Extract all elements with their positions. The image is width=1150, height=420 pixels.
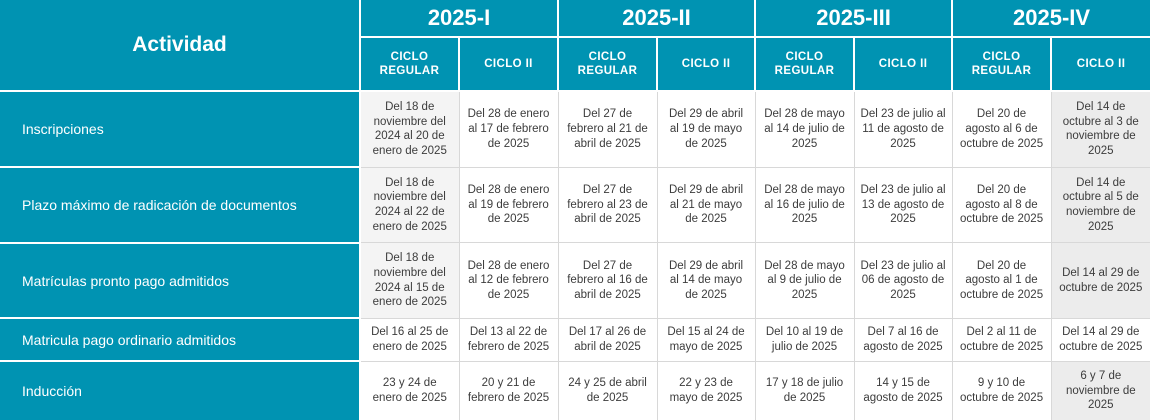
period-header-2025-i: 2025-I [360,0,558,37]
cell-r1-c7: Del 14 de octubre al 5 de noviembre de 2025 [1051,167,1150,243]
cell-r4-c5: 14 y 15 de agosto de 2025 [854,361,952,420]
cell-r3-c1: Del 13 al 22 de febrero de 2025 [459,318,558,361]
cell-r2-c5: Del 23 de julio al 06 de agosto de 2025 [854,243,952,319]
cell-r4-c2: 24 y 25 de abril de 2025 [558,361,657,420]
cell-r3-c7: Del 14 al 29 de octubre de 2025 [1051,318,1150,361]
cell-r1-c0: Del 18 de noviembre del 2024 al 22 de enero de 2025 [360,167,459,243]
cell-r4-c6: 9 y 10 de octubre de 2025 [952,361,1051,420]
cell-r1-c6: Del 20 de agosto al 8 de octubre de 2025 [952,167,1051,243]
cell-r2-c6: Del 20 de agosto al 1 de octubre de 2025 [952,243,1051,319]
cell-r0-c5: Del 23 de julio al 11 de agosto de 2025 [854,91,952,167]
row-label-induccion: Inducción [0,361,360,420]
cell-r0-c7: Del 14 de octubre al 3 de noviembre de 2025 [1051,91,1150,167]
period-header-2025-ii: 2025-II [558,0,755,37]
cycle-header-4: CICLO II [657,37,755,91]
cell-r2-c3: Del 29 de abril al 14 de mayo de 2025 [657,243,755,319]
cell-r1-c1: Del 28 de enero al 19 de febrero de 2025 [459,167,558,243]
cycle-header-3: CICLO REGULAR [558,37,657,91]
cell-r3-c6: Del 2 al 11 de octubre de 2025 [952,318,1051,361]
cell-r1-c3: Del 29 de abril al 21 de mayo de 2025 [657,167,755,243]
cycle-header-2: CICLO II [459,37,558,91]
cell-r3-c5: Del 7 al 16 de agosto de 2025 [854,318,952,361]
cell-r1-c4: Del 28 de mayo al 16 de julio de 2025 [755,167,854,243]
cell-r2-c7: Del 14 al 29 de octubre de 2025 [1051,243,1150,319]
cell-r4-c1: 20 y 21 de febrero de 2025 [459,361,558,420]
activity-column-header: Actividad [0,0,360,91]
cycle-header-6: CICLO II [854,37,952,91]
cell-r0-c4: Del 28 de mayo al 14 de julio de 2025 [755,91,854,167]
cell-r4-c3: 22 y 23 de mayo de 2025 [657,361,755,420]
cell-r3-c3: Del 15 al 24 de mayo de 2025 [657,318,755,361]
row-label-matricula-pago-ordinario: Matricula pago ordinario admitidos [0,318,360,361]
table-row [0,243,1150,319]
row-label-inscripciones: Inscripciones [0,91,360,167]
cycle-header-7: CICLO REGULAR [952,37,1051,91]
cycle-header-8: CICLO II [1051,37,1150,91]
cell-r0-c1: Del 28 de enero al 17 de febrero de 2025 [459,91,558,167]
table-row [0,361,1150,420]
period-header-2025-iii: 2025-III [755,0,952,37]
table-row [0,318,1150,361]
cell-r2-c4: Del 28 de mayo al 9 de julio de 2025 [755,243,854,319]
cell-r1-c2: Del 27 de febrero al 23 de abril de 2025 [558,167,657,243]
row-label-plazo-maximo-radicacion: Plazo máximo de radicación de documentos [0,167,360,243]
table-row [0,91,1150,167]
cell-r4-c7: 6 y 7 de noviembre de 2025 [1051,361,1150,420]
cell-r0-c3: Del 29 de abril al 19 de mayo de 2025 [657,91,755,167]
cell-r4-c0: 23 y 24 de enero de 2025 [360,361,459,420]
cell-r0-c6: Del 20 de agosto al 6 de octubre de 2025 [952,91,1051,167]
cell-r2-c1: Del 28 de enero al 12 de febrero de 2025 [459,243,558,319]
row-label-matriculas-pronto-pago: Matrículas pronto pago admitidos [0,243,360,319]
cycle-header-5: CICLO REGULAR [755,37,854,91]
cell-r3-c0: Del 16 al 25 de enero de 2025 [360,318,459,361]
cell-r2-c2: Del 27 de febrero al 16 de abril de 2025 [558,243,657,319]
cell-r0-c0: Del 18 de noviembre del 2024 al 20 de enero de 2025 [360,91,459,167]
cell-r0-c2: Del 27 de febrero al 21 de abril de 2025 [558,91,657,167]
cell-r1-c5: Del 23 de julio al 13 de agosto de 2025 [854,167,952,243]
cell-r3-c4: Del 10 al 19 de julio de 2025 [755,318,854,361]
cycle-header-1: CICLO REGULAR [360,37,459,91]
cell-r2-c0: Del 18 de noviembre del 2024 al 15 de enero de 2025 [360,243,459,319]
header-row-periods [0,0,1150,37]
table-row [0,167,1150,243]
period-header-2025-iv: 2025-IV [952,0,1150,37]
cell-r3-c2: Del 17 al 26 de abril de 2025 [558,318,657,361]
cell-r4-c4: 17 y 18 de julio de 2025 [755,361,854,420]
